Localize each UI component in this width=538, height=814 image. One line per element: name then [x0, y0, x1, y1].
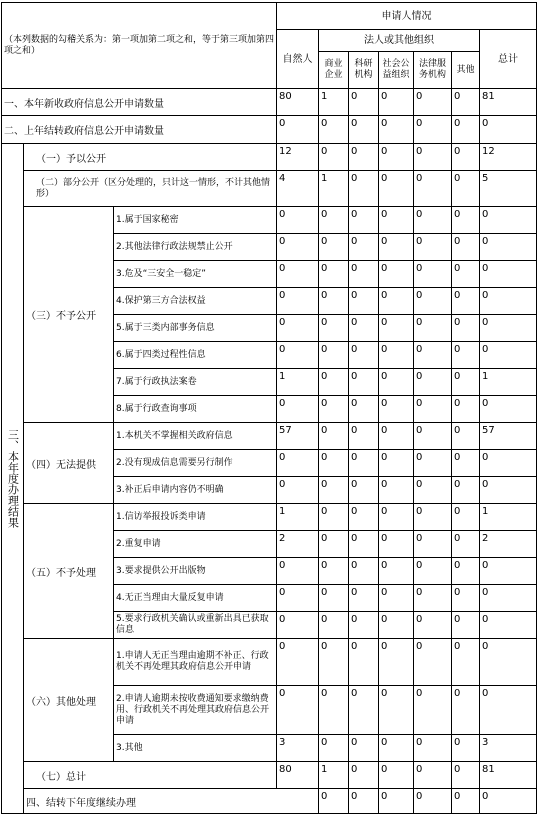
row-label: 一、本年新收政府信息公开申请数量 [2, 89, 277, 116]
cell-value: 0 [452, 171, 480, 207]
cell-value: 80 [277, 89, 319, 116]
cell-value: 0 [379, 450, 414, 477]
row-label: 2.申请人逾期未按收费通知要求缴纳费用、行政机关不再处理其政府信息公开申请 [114, 686, 277, 735]
cell-value: 0 [480, 450, 537, 477]
cell-value: 0 [277, 261, 319, 288]
cell-value: 0 [379, 558, 414, 585]
cell-value: 0 [452, 558, 480, 585]
cell-value: 0 [480, 342, 537, 369]
cell-value: 1 [319, 762, 349, 789]
cell-value: 0 [414, 531, 452, 558]
cell-value: 0 [452, 396, 480, 423]
table-row [2, 639, 537, 686]
cell-value: 0 [277, 639, 319, 686]
cell-value: 0 [349, 116, 379, 144]
cell-value: 0 [319, 369, 349, 396]
group-label-cannot-provide: （四）无法提供 [24, 423, 114, 504]
cell-value: 0 [349, 585, 379, 612]
row-label: 5.要求行政机关确认或重新出具已获取信息 [114, 612, 277, 639]
cell-value: 0 [414, 585, 452, 612]
cell-value: 0 [379, 396, 414, 423]
cell-value: 0 [452, 234, 480, 261]
row-label: 4.保护第三方合法权益 [114, 288, 277, 315]
table-row [2, 423, 537, 450]
cell-value: 0 [480, 207, 537, 234]
cell-value: 0 [414, 612, 452, 639]
cell-value: 0 [349, 144, 379, 171]
row-label: 4.无正当理由大量反复申请 [114, 585, 277, 612]
cell-value: 0 [452, 261, 480, 288]
cell-value: 0 [349, 789, 379, 814]
cell-value: 0 [452, 789, 480, 814]
cell-value: 0 [319, 261, 349, 288]
cell-value: 0 [349, 369, 379, 396]
row-label: 四、结转下年度继续办理 [24, 789, 319, 814]
cell-value: 1 [277, 504, 319, 531]
cell-value: 0 [480, 639, 537, 686]
cell-value: 0 [277, 116, 319, 144]
cell-value: 0 [480, 396, 537, 423]
cell-value: 0 [349, 477, 379, 504]
cell-value: 0 [277, 612, 319, 639]
cell-value: 0 [379, 423, 414, 450]
applications-table [1, 2, 537, 814]
cell-value: 0 [452, 504, 480, 531]
col-header-legal-service: 法律服务机构 [414, 52, 452, 89]
table-row [2, 171, 537, 207]
section-three-label: 三、本年度办理结果 [2, 144, 24, 814]
cell-value: 0 [349, 735, 379, 762]
cell-value: 0 [349, 423, 379, 450]
cell-value: 0 [452, 686, 480, 735]
cell-value: 0 [319, 477, 349, 504]
cell-value: 0 [349, 89, 379, 116]
cell-value: 0 [452, 531, 480, 558]
cell-value: 0 [319, 558, 349, 585]
cell-value: 0 [379, 612, 414, 639]
cell-value: 0 [349, 171, 379, 207]
col-header-research: 科研机构 [349, 52, 379, 89]
applicant-info-header: 申请人情况 [277, 3, 537, 30]
cell-value: 0 [319, 234, 349, 261]
table-row [2, 789, 537, 814]
table-row [2, 116, 537, 144]
cell-value: 0 [414, 234, 452, 261]
cell-value: 0 [480, 789, 537, 814]
cell-value: 4 [277, 171, 319, 207]
cell-value: 0 [277, 477, 319, 504]
header-note: （本列数据的勾稽关系为：第一项加第二项之和，等于第三项加第四项之和） [2, 3, 277, 89]
cell-value: 0 [349, 396, 379, 423]
natural-person-header: 自然人 [277, 30, 319, 89]
cell-value: 0 [452, 116, 480, 144]
row-label: 1.属于国家秘密 [114, 207, 277, 234]
row-label: 1.申请人无正当理由逾期不补正、行政机关不再处理其政府信息公开申请 [114, 639, 277, 686]
cell-value: 0 [277, 450, 319, 477]
cell-value: 0 [452, 342, 480, 369]
row-label: 1.信访举报投诉类申请 [114, 504, 277, 531]
cell-value: 0 [349, 207, 379, 234]
cell-value: 0 [349, 450, 379, 477]
cell-value: 0 [319, 504, 349, 531]
cell-value: 0 [414, 396, 452, 423]
cell-value: 0 [349, 234, 379, 261]
cell-value: 0 [414, 116, 452, 144]
cell-value: 0 [452, 369, 480, 396]
row-label: 6.属于四类过程性信息 [114, 342, 277, 369]
cell-value: 0 [414, 369, 452, 396]
cell-value: 0 [319, 396, 349, 423]
cell-value: 5 [480, 171, 537, 207]
cell-value: 0 [414, 315, 452, 342]
cell-value: 0 [319, 531, 349, 558]
total-header: 总计 [480, 30, 537, 89]
row-label: 1.本机关不掌握相关政府信息 [114, 423, 277, 450]
group-label-no-processing: （五）不予处理 [24, 504, 114, 639]
cell-value: 0 [414, 477, 452, 504]
cell-value: 0 [379, 89, 414, 116]
cell-value: 0 [379, 116, 414, 144]
cell-value: 0 [480, 585, 537, 612]
cell-value: 0 [319, 315, 349, 342]
cell-value: 0 [349, 686, 379, 735]
cell-value: 0 [319, 585, 349, 612]
cell-value: 0 [379, 261, 414, 288]
cell-value: 0 [452, 450, 480, 477]
cell-value: 0 [452, 288, 480, 315]
cell-value: 0 [452, 144, 480, 171]
row-label: 2.没有现成信息需要另行制作 [114, 450, 277, 477]
table-row [2, 207, 537, 234]
cell-value: 0 [277, 315, 319, 342]
cell-value: 0 [452, 639, 480, 686]
cell-value: 0 [319, 639, 349, 686]
cell-value: 0 [319, 144, 349, 171]
cell-value: 0 [414, 762, 452, 789]
cell-value: 0 [414, 504, 452, 531]
cell-value: 0 [319, 116, 349, 144]
row-label: （七）总计 [24, 762, 277, 789]
cell-value: 3 [480, 735, 537, 762]
cell-value: 12 [277, 144, 319, 171]
legal-group-header: 法人或其他组织 [319, 30, 480, 52]
cell-value: 1 [277, 369, 319, 396]
row-label: 3.其他 [114, 735, 277, 762]
cell-value: 0 [414, 450, 452, 477]
cell-value: 0 [349, 288, 379, 315]
cell-value: 0 [319, 450, 349, 477]
cell-value: 0 [379, 477, 414, 504]
cell-value: 0 [349, 504, 379, 531]
cell-value: 0 [277, 585, 319, 612]
cell-value: 0 [379, 171, 414, 207]
cell-value: 0 [349, 639, 379, 686]
cell-value: 0 [379, 639, 414, 686]
cell-value: 0 [452, 477, 480, 504]
cell-value: 80 [277, 762, 319, 789]
col-header-business: 商业企业 [319, 52, 349, 89]
cell-value: 0 [379, 234, 414, 261]
row-label: 2.重复申请 [114, 531, 277, 558]
row-label: （一）予以公开 [24, 144, 277, 171]
row-label: 二、上年结转政府信息公开申请数量 [2, 116, 277, 144]
cell-value: 0 [414, 288, 452, 315]
cell-value: 0 [349, 342, 379, 369]
cell-value: 0 [480, 315, 537, 342]
cell-value: 0 [349, 612, 379, 639]
cell-value: 0 [349, 531, 379, 558]
table-row [2, 144, 537, 171]
cell-value: 0 [379, 735, 414, 762]
cell-value: 0 [319, 342, 349, 369]
cell-value: 0 [414, 558, 452, 585]
cell-value: 0 [414, 171, 452, 207]
cell-value: 0 [319, 686, 349, 735]
cell-value: 0 [480, 558, 537, 585]
row-label: （二）部分公开（区分处理的，只计这一情形，不计其他情形） [24, 171, 277, 207]
cell-value: 0 [480, 116, 537, 144]
cell-value: 2 [480, 531, 537, 558]
cell-value: 3 [277, 735, 319, 762]
cell-value: 0 [379, 789, 414, 814]
cell-value: 0 [379, 531, 414, 558]
group-label-other-processing: （六）其他处理 [24, 639, 114, 762]
cell-value: 0 [379, 686, 414, 735]
cell-value: 57 [480, 423, 537, 450]
cell-value: 2 [277, 531, 319, 558]
cell-value: 0 [480, 612, 537, 639]
cell-value: 81 [480, 762, 537, 789]
cell-value: 0 [480, 261, 537, 288]
cell-value: 0 [452, 612, 480, 639]
cell-value: 0 [277, 396, 319, 423]
cell-value: 0 [319, 612, 349, 639]
cell-value: 0 [414, 735, 452, 762]
cell-value: 0 [414, 639, 452, 686]
cell-value: 81 [480, 89, 537, 116]
cell-value: 1 [480, 369, 537, 396]
cell-value: 0 [480, 477, 537, 504]
cell-value: 0 [452, 585, 480, 612]
cell-value: 0 [319, 288, 349, 315]
table-row [2, 762, 537, 789]
cell-value: 12 [480, 144, 537, 171]
col-header-public-welfare: 社会公益组织 [379, 52, 414, 89]
cell-value: 0 [379, 288, 414, 315]
cell-value: 0 [319, 207, 349, 234]
cell-value: 0 [379, 585, 414, 612]
cell-value: 0 [277, 342, 319, 369]
cell-value: 0 [379, 762, 414, 789]
group-label-no-disclosure: （三）不予公开 [24, 207, 114, 423]
cell-value: 0 [379, 315, 414, 342]
cell-value: 0 [379, 144, 414, 171]
cell-value: 0 [414, 89, 452, 116]
row-label: 8.属于行政查询事项 [114, 396, 277, 423]
cell-value: 0 [349, 315, 379, 342]
row-label: 3.危及“三安全一稳定” [114, 261, 277, 288]
cell-value: 0 [480, 686, 537, 735]
cell-value: 0 [414, 261, 452, 288]
row-label: 3.补正后申请内容仍不明确 [114, 477, 277, 504]
cell-value: 0 [319, 789, 349, 814]
cell-value: 0 [277, 234, 319, 261]
cell-value: 0 [480, 234, 537, 261]
cell-value: 0 [379, 342, 414, 369]
row-label: 7.属于行政执法案卷 [114, 369, 277, 396]
cell-value: 0 [452, 315, 480, 342]
cell-value: 0 [379, 207, 414, 234]
cell-value: 0 [319, 423, 349, 450]
cell-value: 57 [277, 423, 319, 450]
cell-value: 0 [349, 762, 379, 789]
cell-value: 0 [277, 207, 319, 234]
cell-value: 0 [277, 558, 319, 585]
cell-value: 0 [414, 207, 452, 234]
cell-value: 0 [277, 686, 319, 735]
cell-value: 0 [414, 789, 452, 814]
cell-value: 0 [452, 762, 480, 789]
cell-value: 0 [452, 735, 480, 762]
cell-value: 1 [319, 89, 349, 116]
cell-value: 0 [349, 558, 379, 585]
cell-value: 0 [319, 735, 349, 762]
cell-value: 0 [452, 423, 480, 450]
row-label: 2.其他法律行政法规禁止公开 [114, 234, 277, 261]
cell-value: 0 [452, 89, 480, 116]
table-row [2, 89, 537, 116]
cell-value: 0 [414, 686, 452, 735]
cell-value: 0 [414, 423, 452, 450]
table-row [2, 504, 537, 531]
row-label: 5.属于三类内部事务信息 [114, 315, 277, 342]
cell-value: 0 [480, 288, 537, 315]
cell-value: 0 [414, 144, 452, 171]
cell-value: 0 [379, 369, 414, 396]
cell-value: 0 [277, 288, 319, 315]
cell-value: 1 [319, 171, 349, 207]
cell-value: 0 [414, 342, 452, 369]
cell-value: 0 [379, 504, 414, 531]
row-label: 3.要求提供公开出版物 [114, 558, 277, 585]
col-header-other: 其他 [452, 52, 480, 89]
cell-value: 0 [349, 261, 379, 288]
cell-value: 1 [480, 504, 537, 531]
cell-value: 0 [452, 207, 480, 234]
